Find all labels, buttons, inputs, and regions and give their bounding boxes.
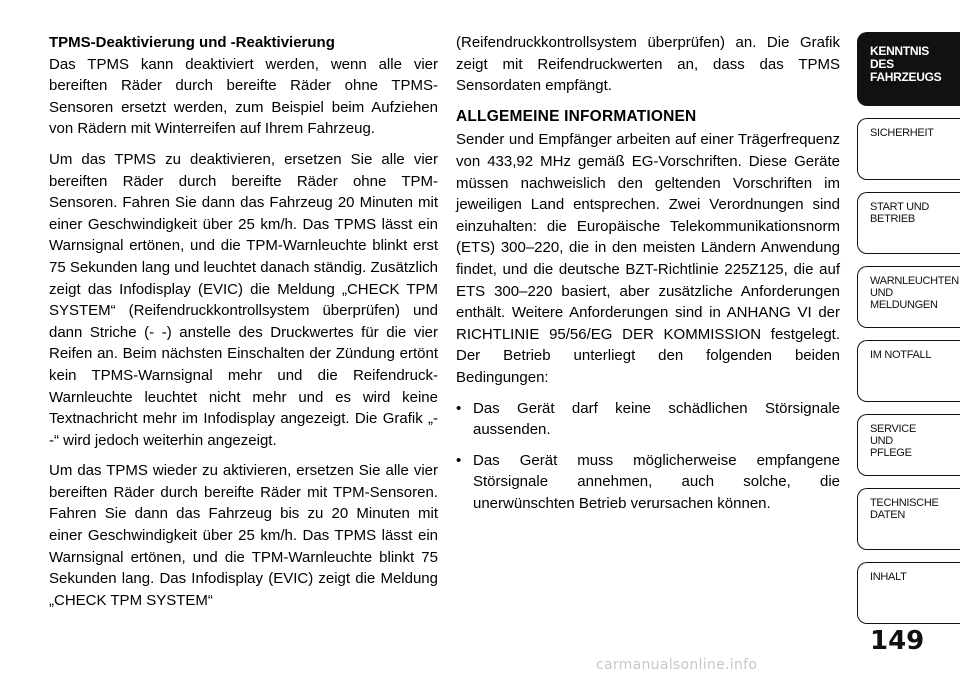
page-number: 149	[870, 626, 925, 656]
tab-label: START UND BETRIEB	[870, 201, 930, 225]
tab-label: TECHNISCHE DATEN	[870, 497, 939, 521]
tab-kenntnis-des-fahrzeugs[interactable]	[857, 32, 960, 106]
paragraph-intro: Das TPMS kann deaktiviert werden, wenn alle vier bereiften Räder durch bereifte Räder ohne TPMS-Sensoren ersetzt werden, zum Beispiel beim Aufziehen von Rädern mit Winterreifen auf Ihrem Fahrzeug.	[49, 55, 438, 138]
tab-warnleuchten-und-meldungen[interactable]	[857, 266, 960, 328]
tab-sicherheit[interactable]	[857, 118, 960, 180]
tab-label: IM NOTFALL	[870, 349, 932, 361]
left-column	[49, 32, 438, 620]
tab-label: SICHERHEIT	[870, 127, 934, 139]
paragraph-deactivate: Um das TPMS zu deaktivieren, ersetzen Sie alle vier bereiften Räder durch bereifte Räder ohne TPM-Sensoren. Fahren Sie dann das Fahrzeug 20 Minuten mit einer Geschwindigkeit über 25 km/h. Das TPMS lässt ein Warnsignal ertönen, und die TPM-Warnleuchte blinkt erst 75 Sekunden lang und leuchtet danach ständig. Zusätzlich zeigt das Infodisplay (EVIC) die Meldung „CHECK TPM SYSTEM“ (Reifendruckkontrollsystem überprüfen) und dann Striche (- -) anstelle des Druckwertes für die vier Reifen an. Beim nächsten Einschalten der Zündung ertönt kein TPMS-Warnsignal mehr und die Reifendruck-Warnleuchte leuchtet nicht mehr und es wird keine Textnachricht mehr im Infodisplay angezeigt. Die Grafik „- -“ wird jedoch weiterhin angezeigt.	[49, 150, 438, 449]
tab-label: WARNLEUCHTEN UND MELDUNGEN	[870, 275, 959, 311]
list-item: • Das Gerät muss möglicherweise empfangene Störsignale annehmen, auch solche, die unerwünschten Betrieb verursachen können.	[456, 450, 840, 515]
tab-label: INHALT	[870, 571, 907, 583]
conditions-list	[456, 398, 840, 515]
paragraph-reactivate: Um das TPMS wieder zu aktivieren, ersetzen Sie alle vier bereiften Räder durch bereifte Räder mit TPM-Sensoren. Fahren Sie dann das Fahrzeug bis zu 20 Minuten mit einer Geschwindigkeit über 25 km/h. Das TPMS lässt ein Warnsignal ertönen, und die TPM-Warnleuchte blinkt 75 Sekunden lang. Das Infodisplay (EVIC) zeigt die Meldung „CHECK TPM SYSTEM“	[49, 462, 438, 609]
tab-service-und-pflege[interactable]	[857, 414, 960, 476]
tab-label: SERVICE UND PFLEGE	[870, 423, 916, 459]
tab-technische-daten[interactable]	[857, 488, 960, 550]
tab-label: KENNTNIS DES FAHRZEUGS	[870, 44, 942, 84]
right-column	[456, 32, 840, 523]
tab-im-notfall[interactable]	[857, 340, 960, 402]
chapter-tabs	[857, 32, 960, 636]
watermark: carmanualsonline.info	[596, 657, 758, 673]
section-heading-general-info: ALLGEMEINE INFORMATIONEN	[456, 107, 697, 125]
subheading-tpms-deactivation: TPMS-Deaktivierung und -Reaktivierung	[49, 34, 335, 51]
tab-inhalt[interactable]	[857, 562, 960, 624]
paragraph-general-info: Sender und Empfänger arbeiten auf einer Trägerfrequenz von 433,92 MHz gemäß EG-Vorschriften. Diese Geräte müssen nachweislich den geltenden Vorschriften im jeweiligen Land entsprechen. Zwei Verordnungen sind einzuhalten: die Europäische Telekommunikationsnorm (ETS) 300–220, die in den meisten Ländern Anwendung findet, und die deutsche BZT-Richtlinie 225Z125, die auf ETS 300–220 basiert, aber zusätzliche Anforderungen enthält. Weitere Anforderungen sind in ANHANG VI der RICHTLINIE 95/56/EG DER KOMMISSION festgelegt. Der Betrieb unterliegt den folgenden beiden Bedingungen:	[456, 131, 840, 386]
paragraph-continued: (Reifendruckkontrollsystem überprüfen) an. Die Grafik zeigt mit Reifendruckwerten an, dass das TPMS Sensordaten empfängt.	[456, 34, 840, 95]
tab-start-und-betrieb[interactable]	[857, 192, 960, 254]
list-item: • Das Gerät darf keine schädlichen Störsignale aussenden.	[456, 398, 840, 441]
